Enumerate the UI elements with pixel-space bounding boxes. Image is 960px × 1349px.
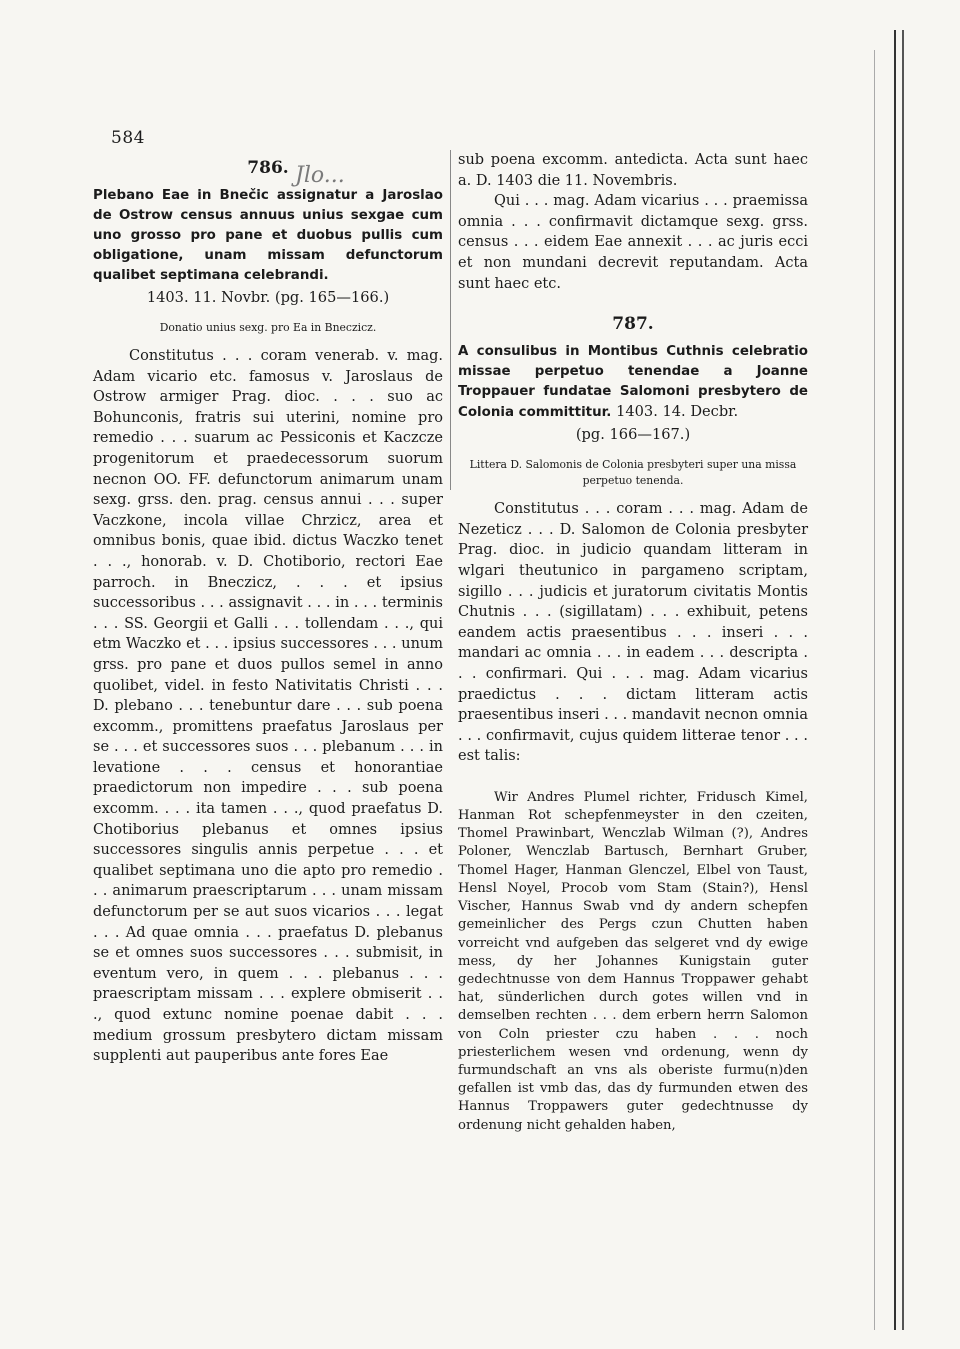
entry-inline-date: 1403. 14. Decbr. — [616, 403, 739, 421]
source-note-787: Littera D. Salomonis de Colonia presbyteri super una missa perpetuo tenenda. — [469, 458, 797, 488]
entry-body: Constitutus . . . coram venerab. v. mag. Adam vicario etc. famosus v. Jaroslaus de Ostrow armiger Prag. dioc. . . . suo ac Bohunconis, fratris sui uterini, nomine pro remedio . . . suarum ac Pessiconis et Kaczcze progenitorum et praedecessorum suorum necnon OO. FF. defunctorum animarum unam sexg. grss. den. prag. census annui . . . super Vaczkone, incola villae Chrzicz, area et omnibus bonis, quae ibid. dictus Waczko tenet . . ., honorab. v. D. Chotiborio, rectori Eae parroch. in Bneczicz, . . . et ipsius successoribus . . . assignavit . . . in . . . terminis . . . SS. Georgii et Galli . . . tollendam . . ., qui etm Waczko et . . . ipsius successores . . . unum grss. pro pane et duos pullos semel in anno quolibet, videl. in festo Nativitatis Christi . . . D. plebano . . . tenebuntur dare . . . sub poena excomm., promittens praefatus Jaroslaus per se . . . et successores suos . . . plebanum . . . in levatione . . . census et honorantiae praedictorum non impedire . . . sub poena excomm. . . . ita tamen . . ., quod praefatus D. Chotiborius plebanus et omnes ipsius successores singulis annis perpetue . . . et qualibet septimana uno die apto pro remedio . . . animarum praescriptarum . . . unam missam defunctorum per se aut suos vicarios . . . legat . . . Ad quae omnia . . . praefatus D. plebanus se et omnes suos successores . . . submisit, in eventum vero, in quem . . . plebanus . . . praescriptam missam . . . explere obmiserit . . ., quod extunc nomine poenae dabit . . . medium grossum presbytero dictam missam supplenti aut pauperibus ante fores Eae — [93, 348, 443, 1065]
left-column — [93, 158, 443, 1067]
scan-edge — [844, 30, 914, 1330]
entry-number-786: 786. — [247, 158, 289, 178]
entry-body-787: Constitutus . . . coram . . . mag. Adam de Nezeticz . . . D. Salomon de Colonia presbyter Prag. dioc. in judicio quandam litteram in wlgari theutunico in pargameno scriptam, sigillo . . . judicis et juratorum civitatis Montis Chutnis . . . (sigillatam) . . . exhibuit, petens eandem actis praesentibus . . . inseri . . . mandari ac omnia . . . in eadem . . . descripta . . . confirmari. Qui . . . mag. Adam vicarius praedictus . . . dictam litteram actis praesentibus inseri . . . mandavit necnon omnia . . . confirmavit, cujus quidem litterae tenor . . . est talis: — [458, 501, 808, 765]
scan-edge-line — [894, 30, 896, 1330]
pencil-annotation: Jlo... — [295, 163, 345, 188]
entry-dates: 1403. 11. Novbr. (pg. 165—166.) — [146, 289, 390, 306]
german-letter-text: Wir Andres Plumel richter, Fridusch Kimel, Hanman Rot schepfenmeyster in den czeiten, Thomel Prawinbart, Wenczlab Wilman (?), Andres Poloner, Wenczlab Bartusch, Bernhart Gruber, Thomel Hager, Hanman Glenczel, Elbel von Taust, Hensl Noyel, Procob vom Stam (Stain?), Hensl Vischer, Hannus Swab vnd dy andern schepfen gemeinlicher des Pergs czun Chutten haben vorreicht vnd aufgeben das selgeret vnd dy ewige mess, dy her Johannes Kunigstain guter gedechtnusse von dem Hannus Troppawer gehabt hat, sünderlichen durch gotes willen vnd in demselben rechten . . . dem erbern herrn Salomon von Coln priester czu haben . . . noch priesterlichem wesen vnd ordenung, wenn dy furmundschaft an vns als oberiste furmu(n)den gefallen ist vmb das, das dy furmunden etwen des Hannus Troppawers guter gedechtnusse dy ordenung nicht gehalden haben, — [458, 789, 808, 1133]
right-column — [458, 150, 808, 1135]
entry-dates-787: (pg. 166—167.) — [575, 426, 691, 444]
scan-edge-line — [902, 30, 904, 1330]
continued-text-2: Qui . . . mag. Adam vicarius . . . praemissa omnia . . . confirmavit dictamque sexg. grss. census . . . eidem Eae annexit . . . ac juris ecci et non mundani decrevit reputandam. Acta sunt haec etc. — [458, 193, 808, 292]
continued-text: sub poena excomm. antedicta. Acta sunt haec a. D. 1403 die 11. Novembris. — [458, 152, 808, 189]
entry-heading: Plebano Eae in Bnečic assignatur a Jaroslao de Ostrow census annuus unius sexgae cum uno grosso pro pane et duobus pullis cum obligatione, unam missam defunctorum qualibet septimana celebrandi. — [93, 188, 443, 283]
source-note: Donatio unius sexg. pro Ea in Bneczicz. — [159, 321, 377, 334]
entry-heading-787 — [458, 342, 808, 423]
entry-number-787: 787. — [612, 314, 654, 335]
page-number: 584 — [111, 128, 145, 148]
entry-heading-text: A consulibus in Montibus Cuthnis celebratio missae perpetuo tenendae a Joanne Troppauer fundatae Salomoni presbytero de Colonia committitur. — [458, 344, 808, 421]
column-divider — [450, 150, 451, 490]
scan-edge-line — [874, 50, 875, 1330]
